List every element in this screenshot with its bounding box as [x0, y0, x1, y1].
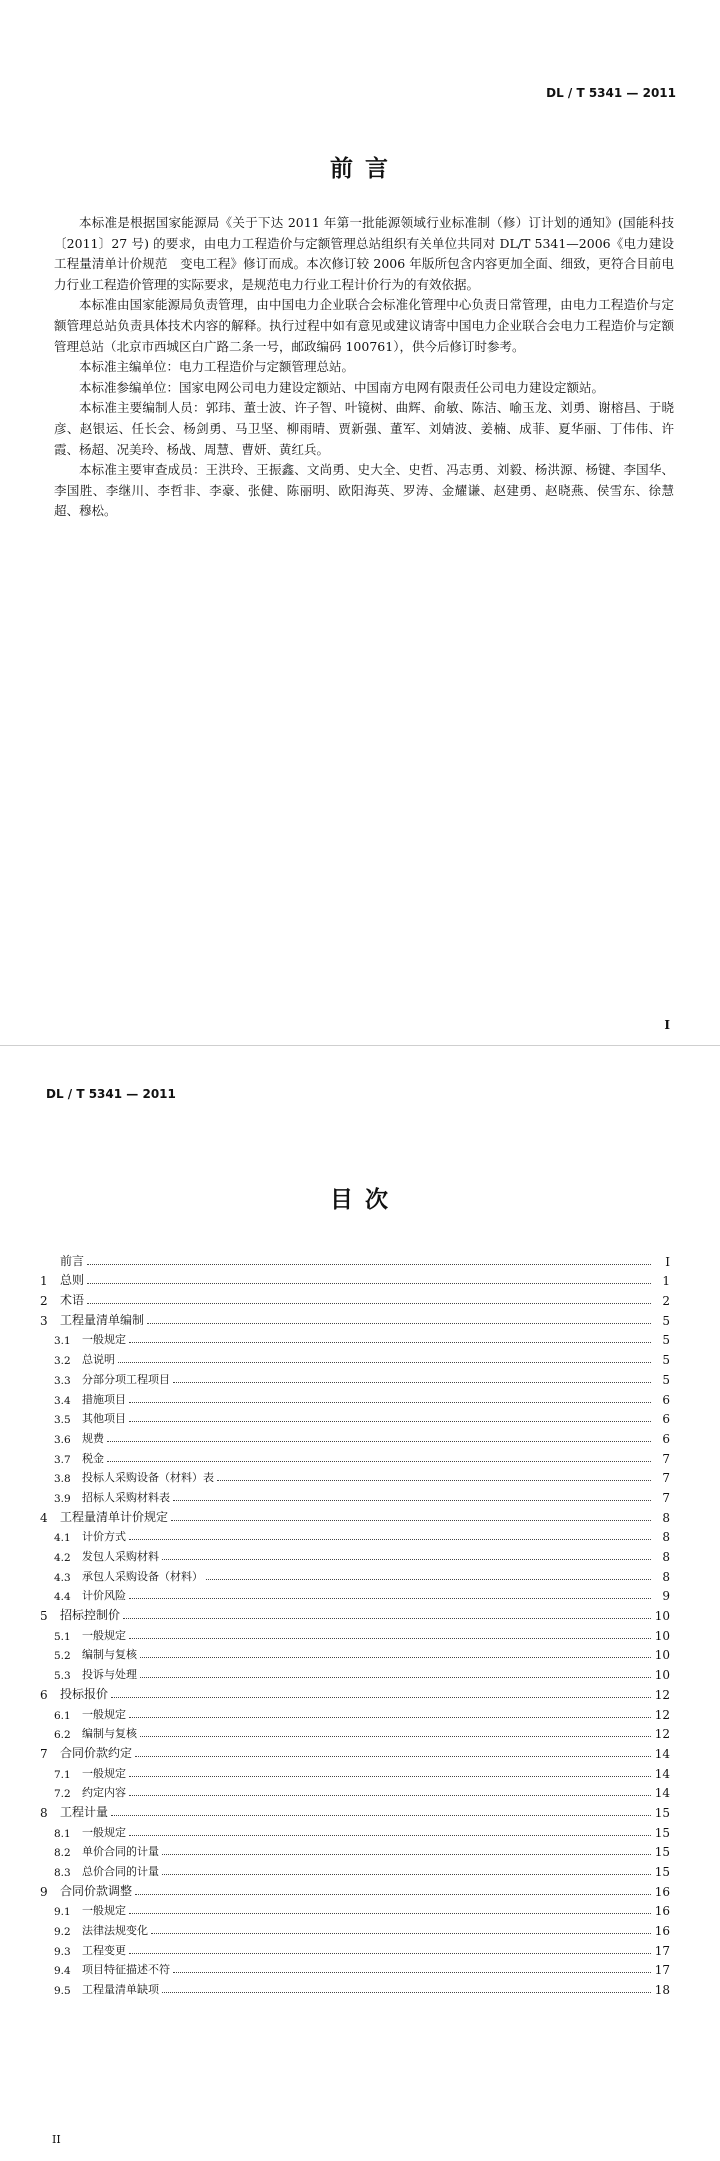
toc-entry[interactable]: [40, 1958, 670, 1978]
toc-entry[interactable]: [40, 1328, 670, 1348]
toc-entry-label: 编制与复核: [82, 1727, 137, 1741]
toc-entry[interactable]: [40, 1347, 670, 1367]
toc-entry[interactable]: [40, 1899, 670, 1919]
preface-paragraph: 本标准参编单位：国家电网公司电力建设定额站、中国南方电网有限责任公司电力建设定额站。: [79, 379, 605, 395]
toc-entry-label: 一般规定: [82, 1766, 126, 1780]
toc-entry[interactable]: [40, 1505, 670, 1525]
toc-entry-page: 8: [662, 1569, 670, 1584]
preface-page: [0, 0, 720, 1045]
toc-entry-label: 单价合同的计量: [82, 1845, 159, 1859]
toc-entry-page: 15: [654, 1845, 670, 1860]
toc-entry-page: 10: [654, 1628, 670, 1643]
toc-entry-page: 8: [662, 1530, 670, 1545]
toc-entry-number: 8.1: [54, 1827, 71, 1840]
toc-entry-page: 6: [662, 1412, 670, 1427]
toc-entry-label: 发包人采购材料: [82, 1550, 159, 1563]
toc-entry-page: 17: [654, 1943, 670, 1958]
toc-entry-label: 术语: [60, 1293, 85, 1308]
toc-entry[interactable]: [40, 1879, 670, 1899]
toc-entry-label: 承包人采购设备（材料）: [82, 1569, 203, 1583]
toc-entry-number: 3: [40, 1313, 48, 1328]
toc-leader-dots: [129, 1637, 651, 1639]
toc-entry-label: 总则: [60, 1273, 85, 1288]
preface-title: 前 言: [329, 155, 390, 182]
toc-entry-label: 投标报价: [60, 1686, 109, 1701]
standard-code: DL / T 5341 — 2011: [46, 1087, 176, 1101]
toc-entry-page: 2: [662, 1294, 670, 1309]
toc-leader-dots: [135, 1755, 651, 1757]
toc-entry-page: 16: [654, 1904, 670, 1919]
toc-entry[interactable]: [40, 1564, 670, 1584]
toc-title: 目 次: [329, 1186, 390, 1213]
toc-entry[interactable]: [40, 1840, 670, 1860]
toc-entry-number: 6: [40, 1687, 48, 1702]
toc-leader-dots: [87, 1302, 651, 1304]
toc-entry[interactable]: [40, 1426, 670, 1446]
toc-leader-dots: [140, 1735, 651, 1737]
toc-entry-label: 工程计量: [60, 1804, 109, 1819]
toc-entry[interactable]: [40, 1407, 670, 1427]
toc-entry-label: 编制与复核: [82, 1648, 137, 1662]
toc-entry-number: 8.2: [54, 1847, 71, 1860]
toc-entry-label: 计价方式: [82, 1530, 126, 1544]
toc-entry-number: 3.4: [54, 1394, 71, 1407]
toc-leader-dots: [111, 1814, 651, 1816]
toc-leader-dots: [151, 1932, 651, 1934]
toc-leader-dots: [206, 1578, 651, 1580]
preface-paragraph: 本标准主要编制人员：郭玮、董士波、许子智、叶镜树、曲辉、俞敏、陈洁、喻玉龙、刘勇、谢榕昌、于晓彦、赵银运、任长会、杨剑勇、马卫坚、柳雨晴、贾新强、董军、刘婧波、姜楠、成菲、夏华丽、丁伟伟、许霞、杨超、况美玲、杨战、周慧、曹妍、黄红兵。: [54, 400, 674, 457]
toc-leader-dots: [140, 1656, 651, 1658]
toc-leader-dots: [162, 1873, 651, 1875]
toc-leader-dots: [129, 1401, 651, 1403]
toc-entry-label: 分部分项工程项目: [82, 1372, 170, 1386]
toc-leader-dots: [129, 1834, 651, 1836]
toc-entry[interactable]: [40, 1308, 670, 1328]
toc-leader-dots: [129, 1597, 651, 1599]
toc-entry-page: 7: [662, 1471, 670, 1486]
toc-entry-page: 10: [654, 1609, 670, 1624]
toc-page: [0, 1061, 720, 2161]
toc-entry-page: 5: [662, 1353, 670, 1368]
toc-entry-page: 5: [662, 1372, 670, 1387]
toc-entry-page: 6: [662, 1431, 670, 1446]
toc-entry[interactable]: [40, 1702, 670, 1722]
toc-entry-page: 8: [662, 1510, 670, 1525]
toc-entry-page: 15: [654, 1865, 670, 1879]
toc-leader-dots: [173, 1971, 651, 1973]
toc-entry-page: 10: [654, 1648, 670, 1663]
page-separator: [0, 1045, 720, 1061]
toc-entry-page: 12: [654, 1727, 670, 1742]
toc-entry-number: 3.5: [54, 1414, 71, 1427]
toc-entry-number: 2: [40, 1294, 48, 1309]
preface-paragraph: 本标准是根据国家能源局《关于下达 2011 年第一批能源领域行业标准制（修）订计划的通知》(国能科技〔2011〕27 号) 的要求，由电力工程造价与定额管理总站组织有关单位共同对 DL/T 5341—2006《电力建设工程量清单计价规范 变电工程》修订而成。本次修订较 2006 年版所包含内容更加全面、细致，更符合目前电力行业工程造价管理的实际要求，是规范电力行业工程计价行为的有效依据。: [54, 215, 674, 292]
toc-leader-dots: [87, 1282, 651, 1284]
toc-entry-page: 14: [654, 1766, 670, 1781]
toc-leader-dots: [87, 1263, 651, 1265]
toc-entry[interactable]: [40, 1938, 670, 1958]
toc-entry-number: 3.9: [54, 1492, 71, 1505]
toc-entry-number: 7: [40, 1746, 48, 1761]
toc-leader-dots: [123, 1617, 651, 1619]
toc-entry[interactable]: [40, 1781, 670, 1801]
toc-entry-number: 4.3: [54, 1571, 71, 1584]
toc-entry[interactable]: [40, 1643, 670, 1663]
toc-entry-number: 3.1: [54, 1335, 71, 1348]
page-number: II: [52, 2133, 61, 2146]
toc-entry[interactable]: [40, 1544, 670, 1564]
toc-entry-page: 17: [654, 1963, 670, 1978]
toc-entry-number: 5: [40, 1609, 48, 1624]
toc-entry-page: 18: [654, 1983, 670, 1998]
toc-entry-page: 14: [654, 1746, 670, 1761]
toc-entry-number: 9.5: [54, 1985, 71, 1998]
toc-entry-label: 法律法规变化: [82, 1924, 148, 1938]
toc-entry-number: 5.1: [54, 1630, 71, 1643]
toc-entry-number: 9.1: [54, 1906, 71, 1919]
toc-entry-label: 措施项目: [82, 1392, 126, 1406]
toc-entry-number: 3.3: [54, 1374, 71, 1387]
toc-leader-dots: [162, 1853, 651, 1855]
toc-entry-label: 一般规定: [82, 1707, 126, 1721]
toc-entry[interactable]: [40, 1682, 670, 1702]
toc-entry[interactable]: [40, 1584, 670, 1604]
toc-entry-number: 3.7: [54, 1453, 71, 1466]
toc-entry-label: 招标控制价: [60, 1608, 121, 1623]
toc-entry-number: 5.2: [54, 1650, 71, 1663]
toc-entry-page: 14: [654, 1786, 670, 1801]
toc-entry[interactable]: [40, 1603, 670, 1623]
toc-leader-dots: [129, 1952, 651, 1954]
toc-entry-page: 16: [654, 1924, 670, 1939]
toc-entry-label: 规费: [82, 1431, 104, 1445]
toc-entry-label: 一般规定: [82, 1628, 126, 1642]
toc-entry[interactable]: [40, 1446, 670, 1466]
toc-entry-label: 工程变更: [82, 1943, 126, 1957]
page-number: I: [664, 1018, 670, 1032]
toc-leader-dots: [129, 1341, 651, 1343]
toc-leader-dots: [129, 1716, 651, 1718]
toc-leader-dots: [217, 1479, 651, 1481]
toc-entry-page: 5: [662, 1333, 670, 1348]
toc-entry[interactable]: [40, 1761, 670, 1781]
toc-entry-page: 7: [662, 1490, 670, 1505]
toc-entry-number: 7.2: [54, 1788, 71, 1801]
toc-entry-number: 9.3: [54, 1945, 71, 1958]
toc-entry-label: 一般规定: [82, 1825, 126, 1839]
toc-entry-number: 1: [40, 1274, 48, 1289]
toc-entry-page: 8: [662, 1550, 670, 1564]
toc-entry-number: 6.1: [54, 1709, 71, 1722]
toc-entry-label: 招标人采购材料表: [82, 1490, 170, 1504]
toc-entry-label: 合同价款约定: [60, 1745, 133, 1760]
toc-leader-dots: [173, 1381, 651, 1383]
toc-entry-page: 5: [662, 1313, 670, 1328]
toc-entry[interactable]: [40, 1288, 670, 1308]
toc-entry-label: 一般规定: [82, 1333, 126, 1347]
toc-leader-dots: [129, 1912, 651, 1914]
toc-entry-label: 计价风险: [82, 1589, 126, 1603]
toc-entry-number: 9.2: [54, 1926, 71, 1939]
toc-entry[interactable]: [40, 1722, 670, 1742]
toc-entry-number: 9.4: [54, 1965, 71, 1978]
toc-leader-dots: [173, 1499, 651, 1501]
toc-leader-dots: [135, 1893, 651, 1895]
toc-entry-label: 前言: [60, 1253, 85, 1268]
toc-entry[interactable]: [40, 1918, 670, 1938]
toc-entry-label: 工程量清单缺项: [82, 1983, 159, 1997]
toc-entry[interactable]: [40, 1367, 670, 1387]
toc-entry[interactable]: [40, 1800, 670, 1820]
toc-entry[interactable]: [40, 1249, 670, 1269]
toc-entry[interactable]: [40, 1525, 670, 1545]
toc-entry-page: 12: [654, 1707, 670, 1722]
toc-entry[interactable]: [40, 1387, 670, 1407]
toc-entry-label: 工程量清单编制: [60, 1312, 145, 1327]
toc-leader-dots: [140, 1676, 651, 1678]
toc-leader-dots: [162, 1558, 651, 1560]
toc-leader-dots: [147, 1322, 651, 1324]
toc-leader-dots: [111, 1696, 651, 1698]
toc-entry[interactable]: [40, 1485, 670, 1505]
toc-entry-number: 5.3: [54, 1670, 71, 1683]
preface-paragraph: 本标准主要审查成员：王洪玲、王振鑫、文尚勇、史大全、史哲、冯志勇、刘毅、杨洪源、杨键、李国华、李国胜、李继川、李哲非、李豪、张健、陈丽明、欧阳海英、罗涛、金耀谦、赵建勇、赵晓燕、侯雪东、徐慧超、穆松。: [54, 462, 674, 519]
toc-entry-number: 8: [40, 1805, 48, 1820]
toc-leader-dots: [129, 1775, 651, 1777]
preface-paragraph: 本标准主编单位：电力工程造价与定额管理总站。: [79, 359, 355, 375]
toc-entry-number: 9: [40, 1884, 48, 1899]
toc-entry[interactable]: [40, 1741, 670, 1761]
toc-entry-number: 4.4: [54, 1591, 71, 1604]
toc-entry-label: 总说明: [82, 1353, 115, 1367]
toc-entry-number: 4: [40, 1510, 48, 1525]
standard-code: DL / T 5341 — 2011: [546, 86, 676, 100]
toc-entry[interactable]: [40, 1820, 670, 1840]
toc-entry-number: 6.2: [54, 1729, 71, 1742]
toc-entry-label: 项目特征描述不符: [82, 1963, 170, 1977]
toc-entry-label: 工程量清单计价规定: [60, 1509, 169, 1524]
preface-body: [54, 213, 674, 522]
toc-leader-dots: [107, 1460, 651, 1462]
toc-entry-label: 税金: [82, 1451, 104, 1465]
toc-entry-label: 其他项目: [82, 1412, 126, 1426]
toc-leader-dots: [129, 1420, 651, 1422]
toc-entry-label: 一般规定: [82, 1904, 126, 1918]
toc-entry-label: 合同价款调整: [60, 1883, 133, 1898]
toc-entry-number: 3.6: [54, 1433, 71, 1446]
table-of-contents: [40, 1249, 670, 1997]
toc-entry[interactable]: [40, 1623, 670, 1643]
toc-leader-dots: [171, 1519, 651, 1521]
toc-entry-label: 投诉与处理: [82, 1668, 137, 1682]
toc-entry[interactable]: [40, 1269, 670, 1289]
toc-entry-page: 7: [662, 1451, 670, 1466]
toc-entry-label: 约定内容: [82, 1786, 126, 1800]
toc-entry-page: 1: [662, 1274, 670, 1289]
toc-leader-dots: [162, 1991, 651, 1993]
toc-entry-label: 总价合同的计量: [82, 1865, 159, 1878]
toc-entry-number: 3.8: [54, 1473, 71, 1486]
preface-paragraph: 本标准由国家能源局负责管理，由中国电力企业联合会标准化管理中心负责日常管理，由电力工程造价与定额管理总站负责具体技术内容的解释。执行过程中如有意见或建议请寄中国电力企业联合会电力工程造价与定额管理总站（北京市西城区白广路二条一号，邮政编码 100761），供今后修订时参考。: [54, 297, 674, 354]
toc-entry-number: 4.1: [54, 1532, 71, 1545]
toc-leader-dots: [129, 1538, 651, 1540]
toc-entry-page: 6: [662, 1392, 670, 1407]
toc-entry-page: 12: [654, 1687, 670, 1702]
toc-leader-dots: [129, 1794, 651, 1796]
toc-entry-page: 15: [654, 1825, 670, 1840]
toc-entry-page: 15: [654, 1805, 670, 1820]
toc-entry-page: 16: [654, 1884, 670, 1899]
toc-entry[interactable]: [40, 1859, 670, 1879]
toc-entry[interactable]: [40, 1977, 670, 1997]
toc-entry-label: 投标人采购设备（材料）表: [82, 1471, 214, 1485]
toc-entry[interactable]: [40, 1466, 670, 1486]
toc-entry[interactable]: [40, 1662, 670, 1682]
toc-entry-number: 7.1: [54, 1768, 71, 1781]
toc-entry-number: 4.2: [54, 1552, 71, 1564]
toc-leader-dots: [118, 1361, 651, 1363]
toc-entry-number: 8.3: [54, 1867, 71, 1879]
toc-entry-page: 9: [662, 1589, 670, 1604]
toc-entry-page: I: [665, 1254, 670, 1269]
toc-entry-number: 3.2: [54, 1355, 71, 1368]
toc-entry-page: 10: [654, 1668, 670, 1683]
toc-leader-dots: [107, 1440, 651, 1442]
